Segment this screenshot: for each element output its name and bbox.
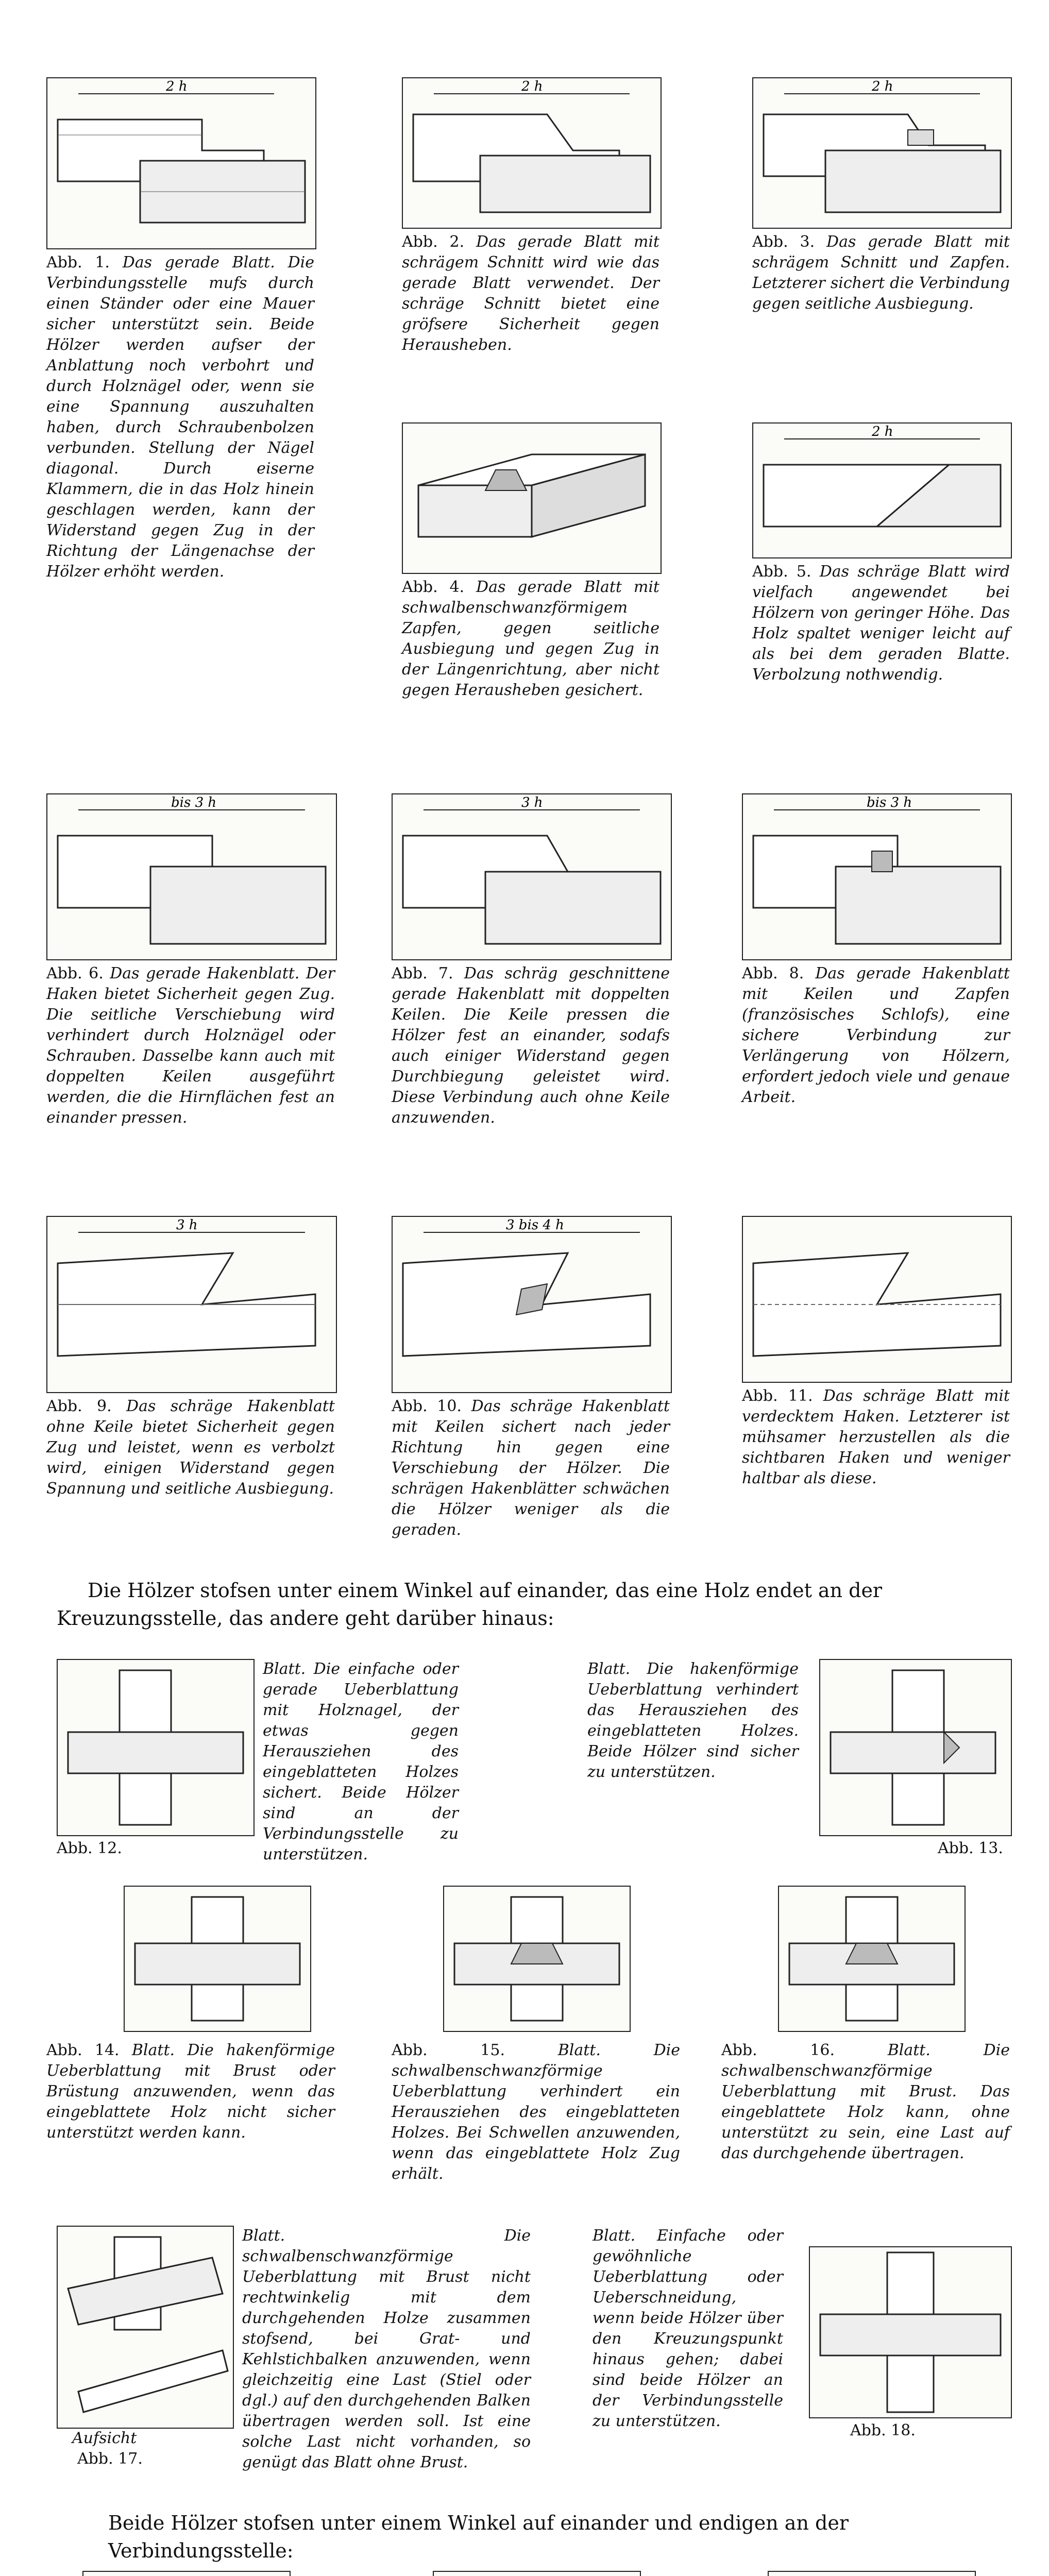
figure-14-drawing xyxy=(124,1886,311,2032)
figure-9-drawing xyxy=(46,1216,337,1393)
figure-19-illustration xyxy=(83,2572,290,2576)
figure-9-dim-label: 3 h xyxy=(176,1217,198,1233)
figure-2-caption xyxy=(402,232,659,355)
figure-10-dim-label: 3 bis 4 h xyxy=(506,1217,564,1233)
figure-15-caption xyxy=(392,2040,680,2184)
figure-4-drawing xyxy=(402,422,662,574)
figure-5-illustration xyxy=(753,423,1011,557)
figure-11-drawing xyxy=(742,1216,1012,1383)
figure-2-illustration xyxy=(403,78,661,228)
figure-11-text: Das schräge Blatt mit verdecktem Haken. Letzterer ist mühsamer herzustellen als die sichtbaren Haken und weniger haltbar als diese. xyxy=(742,1387,1010,1487)
figure-13-illustration xyxy=(820,1660,1011,1835)
figure-2-drawing xyxy=(402,77,662,229)
figure-1-number: Abb. 1. xyxy=(46,253,110,272)
figure-9-text: Das schräge Hakenblatt ohne Keile bietet Sicherheit gegen Zug und leistet, wenn es verbolzt wird, einigen Widerstand gegen Spannung und seitliche Ausbiegung. xyxy=(46,1397,335,1498)
figure-13-drawing xyxy=(819,1659,1012,1836)
figure-18-illustration xyxy=(810,2247,1011,2417)
figure-10-number: Abb. 10. xyxy=(392,1397,462,1415)
figure-19-drawing xyxy=(82,2571,291,2576)
figure-21-illustration xyxy=(769,2572,975,2576)
figure-12-caption: Blatt. Die einfache oder gerade Ueberblattung mit Holznagel, der etwas gegen Herausziehen des eingeblatteten Holzes sichert. Beide Hölzer sind an der Verbindungsstelle zu unterstützen. xyxy=(263,1660,459,1863)
figure-4-illustration xyxy=(403,423,661,573)
figure-17-number: Abb. 17. xyxy=(77,2450,143,2468)
figure-9-illustration xyxy=(47,1217,336,1392)
figure-18-caption: Blatt. Einfache oder gewöhnliche Ueberblattung oder Ueberschneidung, wenn beide Hölzer über den Kreuzungspunkt hinaus gehen; dabei sind beide Hölzer an der Verbindungsstelle zu unterstützen. xyxy=(593,2227,783,2430)
figure-9-number: Abb. 9. xyxy=(46,1397,112,1415)
figure-11-caption xyxy=(742,1386,1010,1489)
figure-8-illustration xyxy=(743,794,1011,959)
figure-3-dim-label: 2 h xyxy=(872,79,893,94)
figure-3-drawing xyxy=(752,77,1012,229)
figure-1-illustration xyxy=(47,78,315,248)
figure-6-illustration xyxy=(47,794,336,959)
figure-12-illustration xyxy=(58,1660,253,1835)
figure-16-text: Blatt. Die schwalbenschwanzförmige Ueberblattung mit Brust. Das eingeblattete Holz kann, ohne unterstützt zu sein, eine Last auf das durchgehende übertragen. xyxy=(721,2041,1010,2162)
figure-17-drawing xyxy=(57,2226,234,2429)
figure-1-drawing xyxy=(46,77,316,249)
figure-16-drawing xyxy=(778,1886,966,2032)
figure-4-number: Abb. 4. xyxy=(402,578,465,596)
figure-2-text: Das gerade Blatt mit schrägem Schnitt wird wie das gerade Blatt verwendet. Der schräge Schnitt bietet eine gröfsere Sicherheit gegen Herausheben. xyxy=(402,233,659,354)
figure-14-number: Abb. 14. xyxy=(46,2041,120,2059)
figure-14-illustration xyxy=(125,1887,310,2031)
figure-8-caption xyxy=(742,963,1010,1108)
figure-1-dim-label: 2 h xyxy=(166,79,188,94)
figure-3-caption xyxy=(752,232,1010,314)
figure-2-dim-label: 2 h xyxy=(521,79,543,94)
figure-10-illustration xyxy=(393,1217,671,1392)
figure-13-number: Abb. 13. xyxy=(938,1839,1003,1857)
figure-7-number: Abb. 7. xyxy=(392,964,453,982)
figure-18-number: Abb. 18. xyxy=(850,2421,916,2439)
figure-21-drawing xyxy=(768,2571,976,2576)
figure-12-drawing xyxy=(57,1659,255,1836)
figure-10-drawing xyxy=(392,1216,672,1393)
section-heading-2: Beide Hölzer stofsen unter einem Winkel auf einander und endigen an der Verbindungsstelle: xyxy=(108,2512,849,2562)
figure-11-illustration xyxy=(743,1217,1011,1382)
figure-6-drawing xyxy=(46,793,337,960)
figure-6-number: Abb. 6. xyxy=(46,964,104,982)
figure-15-number: Abb. 15. xyxy=(392,2041,505,2059)
figure-12-number: Abb. 12. xyxy=(57,1839,122,1857)
figure-4-caption xyxy=(402,577,659,701)
figure-8-number: Abb. 8. xyxy=(742,964,804,982)
figure-20-drawing xyxy=(433,2571,641,2576)
figure-1-caption xyxy=(46,252,314,582)
figure-5-caption xyxy=(752,562,1010,685)
figure-7-caption xyxy=(392,963,670,1128)
figure-3-illustration xyxy=(753,78,1011,228)
figure-20-illustration xyxy=(434,2572,640,2576)
figure-11-number: Abb. 11. xyxy=(742,1387,813,1405)
figure-16-caption xyxy=(721,2040,1010,2164)
figure-6-dim-label: bis 3 h xyxy=(171,795,217,810)
figure-17-aufsicht: Aufsicht xyxy=(72,2429,137,2447)
figure-15-illustration xyxy=(444,1887,630,2031)
figure-7-drawing xyxy=(392,793,672,960)
figure-5-number: Abb. 5. xyxy=(752,563,811,581)
figure-5-dim-label: 2 h xyxy=(872,424,893,439)
figure-2-number: Abb. 2. xyxy=(402,233,465,251)
figure-8-text: Das gerade Hakenblatt mit Keilen und Zapfen (französisches Schlofs), eine sichere Verbindung zur Verlängerung von Hölzern, erfordert jedoch viele und genaue Arbeit. xyxy=(742,964,1010,1106)
section-heading-1: Die Hölzer stofsen unter einem Winkel auf einander, das eine Holz endet an der Kreuzungsstelle, das andere geht darüber hinaus: xyxy=(57,1579,883,1630)
figure-16-number: Abb. 16. xyxy=(721,2041,835,2059)
figure-18-drawing xyxy=(809,2246,1012,2418)
figure-4-text: Das gerade Blatt mit schwalbenschwanzförmigem Zapfen, gegen seitliche Ausbiegung und gegen Zug in der Längenrichtung, aber nicht gegen Herausheben gesichert. xyxy=(402,578,659,699)
figure-13-caption: Blatt. Die hakenförmige Ueberblattung verhindert das Herausziehen des eingeblatteten Holzes. Beide Hölzer sind sicher zu unterstützen. xyxy=(587,1660,799,1781)
figure-7-dim-label: 3 h xyxy=(521,795,543,810)
figure-5-drawing xyxy=(752,422,1012,558)
figure-3-text: Das gerade Blatt mit schrägem Schnitt und Zapfen. Letzterer sichert die Verbindung gegen seitliche Ausbiegung. xyxy=(752,233,1010,313)
figure-6-text: Das gerade Hakenblatt. Der Haken bietet Sicherheit gegen Zug. Die seitliche Verschiebung wird verhindert durch Holznägel oder Schrauben. Dasselbe kann auch mit doppelten Keilen ausgeführt werden, die die Hirnflächen fest an einander pressen. xyxy=(46,964,335,1127)
figure-15-drawing xyxy=(443,1886,631,2032)
figure-6-caption xyxy=(46,963,335,1128)
figure-1-text: Das gerade Blatt. Die Verbindungsstelle mufs durch einen Ständer oder eine Mauer sicher unterstützt sein. Beide Hölzer werden aufser der Anblattung noch verbohrt und durch Holznägel oder, wenn sie eine Spannung auszuhalten haben, durch Schraubenbolzen verbunden. Stellung der Nägel diagonal. Durch eiserne Klammern, die in das Holz hinein geschlagen werden, kann der Widerstand gegen Zug in der Richtung der Längenachse der Hölzer erhöht werden. xyxy=(46,253,314,581)
figure-15-text: Blatt. Die schwalbenschwanzförmige Ueberblattung verhindert ein Herausziehen des eingeblatteten Holzes. Bei Schwellen anzuwenden, wenn das eingeblattete Holz Zug erhält. xyxy=(392,2041,680,2183)
figure-14-caption xyxy=(46,2040,335,2143)
figure-8-dim-label: bis 3 h xyxy=(867,795,912,810)
figure-10-caption xyxy=(392,1396,670,1540)
figure-10-text: Das schräge Hakenblatt mit Keilen sichert nach jeder Richtung hin gegen eine Verschiebung der Hölzer. Die schrägen Hakenblätter schwächen die Hölzer weniger als die geraden. xyxy=(392,1397,670,1539)
figure-7-illustration xyxy=(393,794,671,959)
figure-17-caption: Blatt. Die schwalbenschwanzförmige Ueberblattung mit Brust nicht rechtwinkelig mit dem durchgehenden Holze zusammen stofsend, bei Grat- und Kehlstichbalken anzuwenden, wenn gleichzeitig eine Last (Stiel oder dgl.) auf den durchgehenden Balken übertragen werden soll. Ist eine solche Last nicht vorhanden, so genügt das Blatt ohne Brust. xyxy=(242,2227,531,2471)
figure-17-illustration xyxy=(58,2227,233,2428)
figure-14-text: Blatt. Die hakenförmige Ueberblattung mit Brust oder Brüstung anzuwenden, wenn das eingeblattete Holz nicht sicher unterstützt werden kann. xyxy=(46,2041,335,2142)
figure-16-illustration xyxy=(779,1887,965,2031)
figure-7-text: Das schräg geschnittene gerade Hakenblatt mit doppelten Keilen. Die Keile pressen die Hölzer fest an einander, sodafs auch einiger Widerstand gegen Durchbiegung geleistet wird. Diese Verbindung auch ohne Keile anzuwenden. xyxy=(392,964,670,1127)
figure-3-number: Abb. 3. xyxy=(752,233,815,251)
figure-9-caption xyxy=(46,1396,335,1499)
figure-8-drawing xyxy=(742,793,1012,960)
figure-5-text: Das schräge Blatt wird vielfach angewendet bei Hölzern von geringer Höhe. Das Holz spaltet weniger leicht auf als bei dem geraden Blatte. Verbolzung nothwendig. xyxy=(752,563,1010,684)
